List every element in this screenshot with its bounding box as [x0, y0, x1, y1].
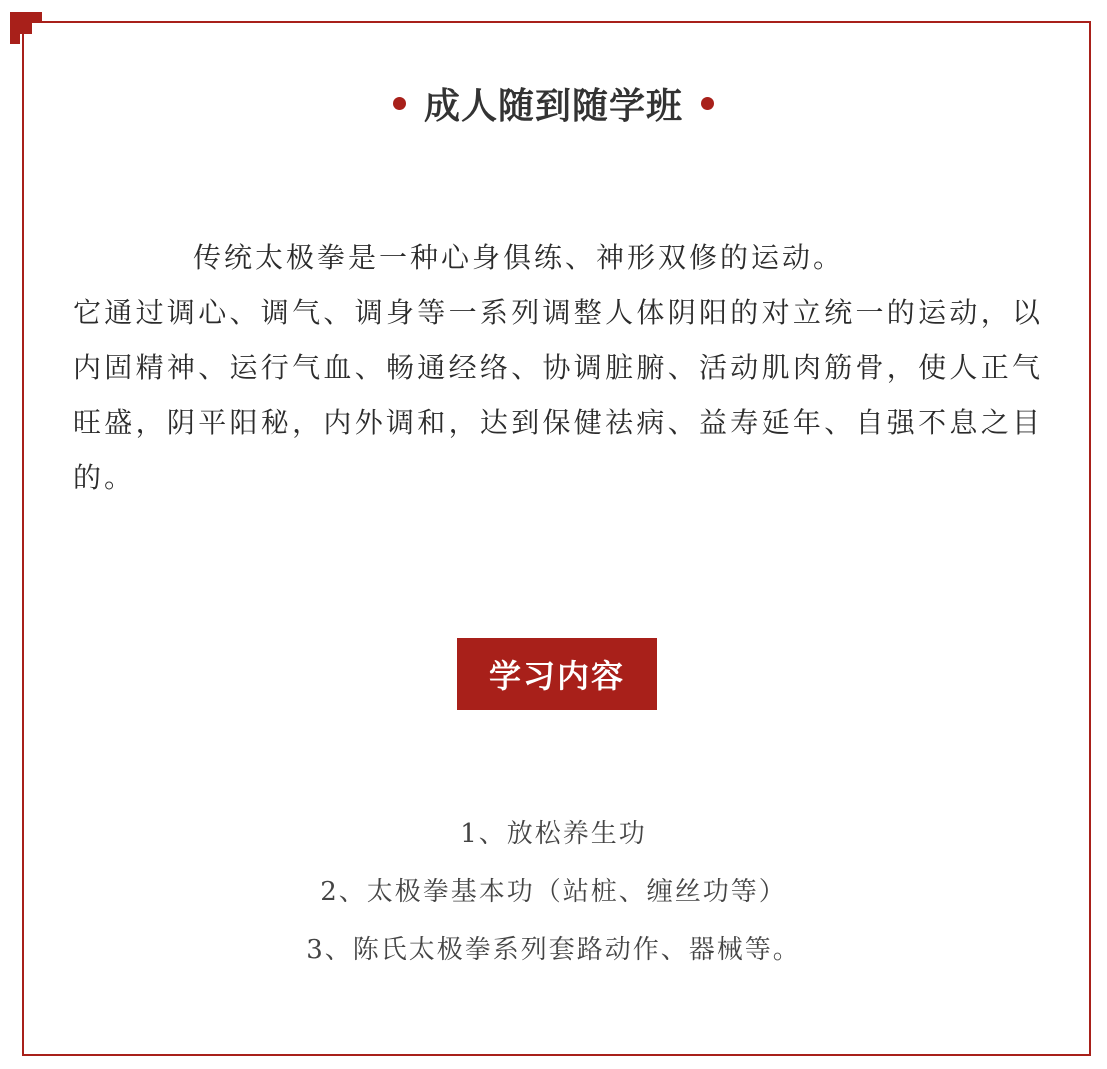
title-row — [0, 75, 1107, 131]
corner-ornament — [10, 12, 42, 44]
list-item: 3、陈氏太极拳系列套路动作、器械等。 — [306, 935, 801, 965]
intro-first-line: 传统太极拳是一种心身俱练、神形双修的运动。 — [193, 241, 845, 274]
bullet-dot-left-icon — [393, 97, 406, 110]
section-heading-badge — [457, 638, 657, 710]
intro-body: 它通过调心、调气、调身等一系列调整人体阴阳的对立统一的运动，以内固精神、运行气血、畅通经络、协调脏腑、活动肌肉筋骨，使人正气旺盛，阴平阳秘，内外调和，达到保健祛病、益寿延年、自强不息之目的。 — [73, 296, 1043, 494]
list-item: 2、太极拳基本功（站桩、缠丝功等） — [320, 877, 787, 907]
bullet-dot-right-icon — [701, 97, 714, 110]
page-title: 成人随到随学班 — [423, 85, 683, 127]
content-list — [0, 805, 1107, 979]
corner-square-small-right — [32, 12, 42, 22]
section-heading-label: 学习内容 — [488, 657, 625, 695]
intro-text — [73, 230, 1043, 505]
corner-square-small-bottom — [10, 34, 20, 44]
corner-square-large — [10, 12, 32, 34]
list-item: 1、放松养生功 — [460, 819, 647, 849]
